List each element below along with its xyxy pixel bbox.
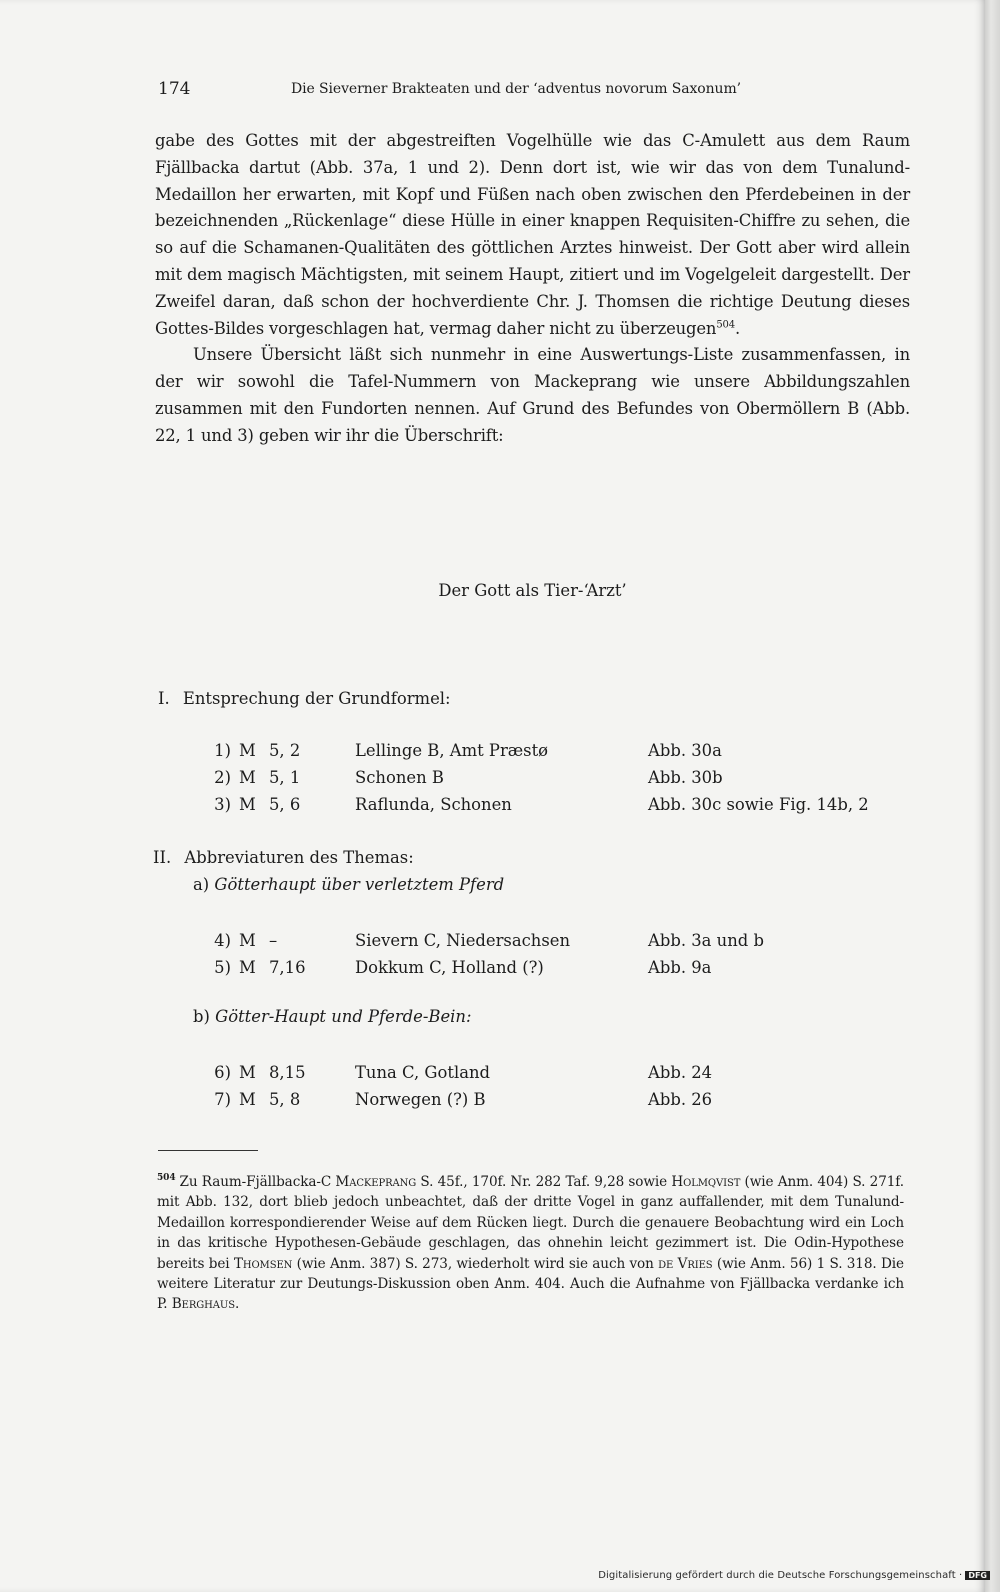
item-figure: Abb. 9a <box>648 958 712 977</box>
footnote <box>157 1172 904 1315</box>
footnote-text: (wie Anm. 404) S. 271f. mit Abb. 132, dort blieb jedoch unbeachtet, daß der dritte Vogel in ganz auffallender, mit dem Tunalund-Medaillon korrespondierender Weise auf dem Rücken liegt. Durch die genauere Beobachtung wird ein Loch in das kritische Hypothesen-Gebäude geschlagen, das ohnehin leicht gezimmert ist. Die Odin-Hypothese bereits bei <box>157 1174 904 1272</box>
footnote-text: . <box>234 1296 240 1313</box>
item-index: 3) <box>214 795 231 814</box>
section-heading <box>158 688 451 710</box>
item-source: M <box>239 958 256 977</box>
footnote-reference: 504 <box>716 319 735 331</box>
item-figure: Abb. 26 <box>648 1090 713 1109</box>
list-item <box>193 1087 953 1113</box>
page-edge <box>985 0 1000 1592</box>
subsection-heading <box>193 1006 471 1028</box>
item-index: 4) <box>214 931 231 950</box>
item-index: 5) <box>214 958 231 977</box>
paragraph-text: gabe des Gottes mit der abgestreiften Vogelhülle wie das C-Amulett aus dem Raum Fjällbacka dartut (Abb. 37a, 1 und 2). Denn dort ist, wie wir das von dem Tunalund-Medaillon her erwarten, mit Kopf und Füßen nach oben zwischen den Pferdebeinen in der bezeichnenden „Rückenlage“ diese Hülle in einer knappen Requisiten-Chiffre zu sehen, die so auf die Schamanen-Qualitäten des göttlichen Arztes hinweist. Der Gott aber wird allein mit dem magisch Mächtigsten, mit seinem Haupt, zitiert und im Vogelgeleit dargestellt. Der Zweifel daran, daß schon der hochverdiente Chr. J. Thomsen die richtige Deutung dieses Gottes-Bildes vorgeschlagen hat, vermag daher nicht zu überzeugen <box>155 131 910 338</box>
list-item <box>193 792 953 818</box>
subsection-title: Götterhaupt über verletztem Pferd <box>214 875 505 894</box>
item-plate: 5, 8 <box>269 1090 301 1109</box>
item-index: 2) <box>214 768 231 787</box>
digitization-credit <box>598 1570 990 1581</box>
item-plate: 7,16 <box>269 958 306 977</box>
item-figure: Abb. 30b <box>648 768 723 787</box>
item-plate: – <box>269 931 278 950</box>
item-index: 7) <box>214 1090 231 1109</box>
item-source: M <box>239 741 256 760</box>
section-number: II. <box>153 848 172 867</box>
item-source: M <box>239 1090 256 1109</box>
list-title: Der Gott als Tier-‘Arzt’ <box>438 581 627 600</box>
author-name: Holmqvist <box>671 1174 741 1190</box>
subsection-title: Götter-Haupt und Pferde-Bein: <box>215 1007 472 1026</box>
item-figure: Abb. 30a <box>648 741 722 760</box>
paragraph: Unsere Übersicht läßt sich nunmehr in eine Auswertungs-Liste zusammenfassen, in der wir sowohl die Tafel-Nummern von Mackeprang wie unsere Abbildungszahlen zusammen mit den Fundorten nennen. Auf Grund des Befundes von Obermöllern B (Abb. 22, 1 und 3) geben wir ihr die Überschrift: <box>155 345 910 445</box>
item-plate: 5, 2 <box>269 741 301 760</box>
author-name: de Vries <box>658 1255 713 1272</box>
footnote-mark: 504 <box>157 1173 176 1184</box>
list-item <box>193 1060 953 1086</box>
footnote-text: S. 45f., 170f. Nr. 282 Taf. 9,28 sowie <box>420 1174 668 1190</box>
item-figure: Abb. 24 <box>648 1063 713 1082</box>
footnote-text: Zu Raum-Fjällbacka-C <box>179 1174 332 1190</box>
main-text <box>155 128 910 450</box>
list-item <box>193 928 953 954</box>
item-findspot: Norwegen (?) B <box>355 1090 486 1109</box>
subsection-label: a) <box>193 875 210 894</box>
list-item <box>193 765 953 791</box>
footnote-text: (wie Anm. 56) 1 S. 318. Die weitere Literatur zur Deutungs-Diskussion oben Anm. 404. Auch die Aufnahme von Fjällbacka verdanke ich P. <box>157 1255 904 1313</box>
item-figure: Abb. 30c sowie Fig. 14b, 2 <box>648 795 869 814</box>
subsection-label: b) <box>193 1007 210 1026</box>
credit-text: Digitalisierung gefördert durch die Deutsche Forschungsgemeinschaft · <box>598 1570 963 1581</box>
author-name: Mackeprang <box>335 1174 417 1190</box>
item-index: 1) <box>214 741 231 760</box>
section-heading <box>153 847 414 869</box>
author-name: Thomsen <box>233 1255 293 1272</box>
item-source: M <box>239 768 256 787</box>
paragraph: gabe des Gottes mit der abgestreiften Vogelhülle wie das C-Amulett aus dem Raum Fjällbacka dartut (Abb. 37a, 1 und 2). Denn dort ist, wie wir das von dem Tunalund-Medaillon her erwarten, mit Kopf und Füßen nach oben zwischen den Pferdebeinen in der bezeichnenden „Rückenlage“ diese Hülle in einer knappen Requisiten-Chiffre zu sehen, die so auf die Schamanen-Qualitäten des göttlichen Arztes hinweist. Der Gott aber wird allein mit dem magisch Mächtigsten, mit seinem Haupt, zitiert und im Vogelgeleit dargestellt. Der Zweifel daran, daß schon der hochverdiente Chr. J. Thomsen die richtige Deutung dieses Gottes-Bildes vorgeschlagen hat, vermag daher nicht zu überzeugen$^{504}$. <box>155 131 910 338</box>
item-source: M <box>239 931 256 950</box>
item-findspot: Schonen B <box>355 768 444 787</box>
footnote-text: (wie Anm. 387) S. 273, wiederholt wird sie auch von <box>296 1255 654 1272</box>
running-title: Die Sieverner Brakteaten und der ‘adventus novorum Saxonum’ <box>291 81 741 97</box>
item-findspot: Dokkum C, Holland (?) <box>355 958 544 977</box>
section-title: Abbreviaturen des Themas: <box>184 848 414 867</box>
item-findspot: Lellinge B, Amt Præstø <box>355 741 549 760</box>
item-figure: Abb. 3a und b <box>648 931 764 950</box>
list-item <box>193 738 953 764</box>
item-plate: 5, 6 <box>269 795 301 814</box>
item-findspot: Tuna C, Gotland <box>355 1063 491 1082</box>
list-item <box>193 955 953 981</box>
item-plate: 5, 1 <box>269 768 301 787</box>
item-findspot: Raflunda, Schonen <box>355 795 512 814</box>
section-title: Entsprechung der Grundformel: <box>182 689 451 708</box>
item-findspot: Sievern C, Niedersachsen <box>355 931 571 950</box>
footnote-divider <box>158 1150 258 1151</box>
author-name: Berghaus <box>171 1296 235 1313</box>
page-number: 174 <box>158 79 191 99</box>
item-source: M <box>239 1063 256 1082</box>
section-number: I. <box>158 689 170 708</box>
item-plate: 8,15 <box>269 1063 306 1082</box>
item-index: 6) <box>214 1063 231 1082</box>
subsection-heading <box>193 874 504 896</box>
item-source: M <box>239 795 256 814</box>
dfg-logo: DFG <box>965 1571 990 1580</box>
